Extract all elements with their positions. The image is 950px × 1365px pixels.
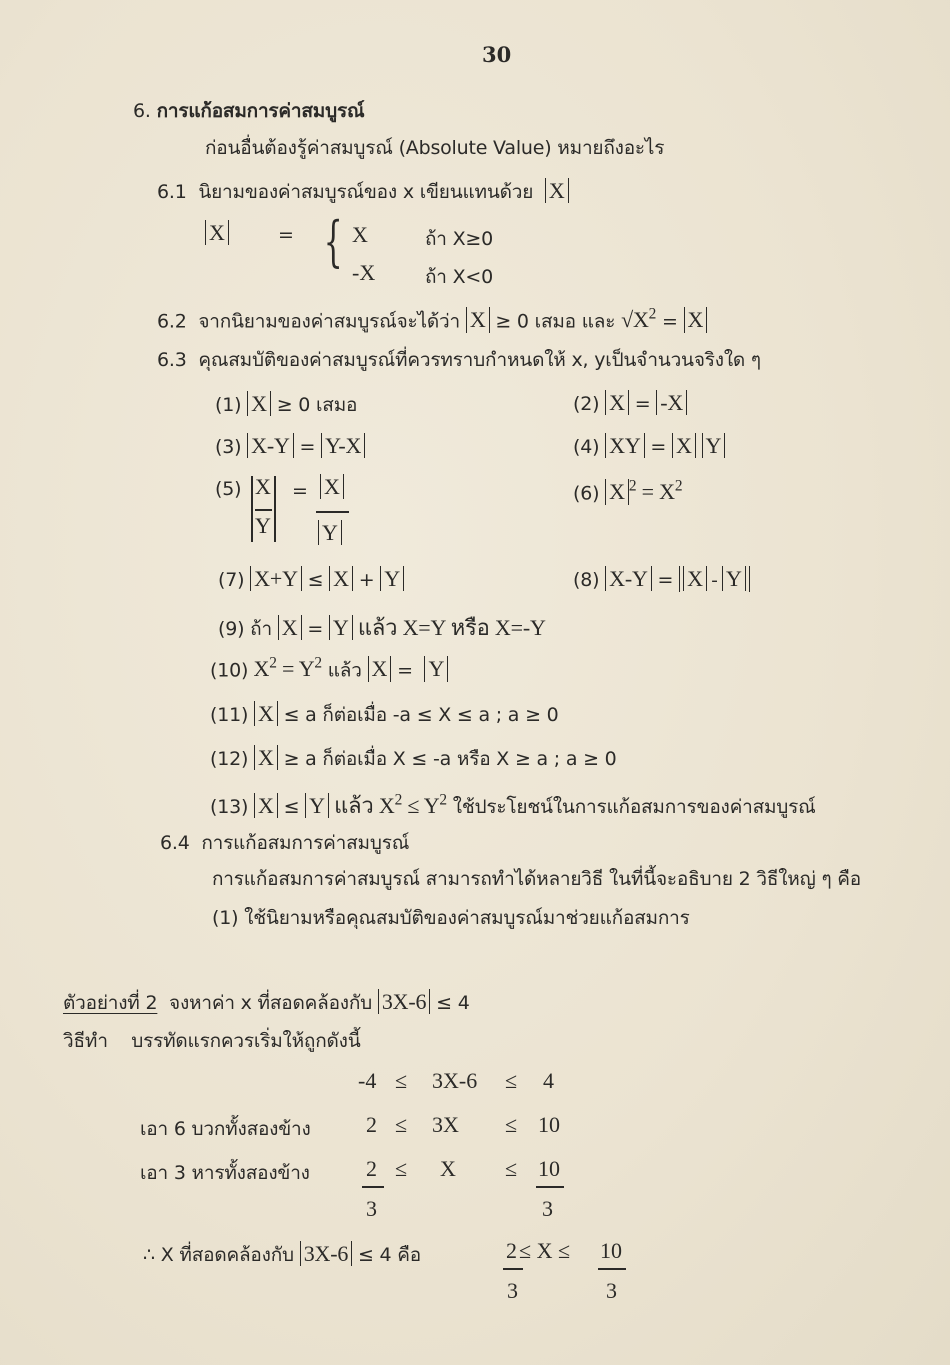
step-op2: ≤ (505, 1112, 518, 1137)
fraction-bar (362, 1186, 384, 1188)
property-label: (11) (210, 704, 249, 726)
abs-expression: Y (329, 615, 353, 640)
equals: = (292, 480, 308, 502)
subsection-6-1 (157, 177, 569, 207)
property-label: (8) (573, 569, 600, 591)
subsection-text: จากนิยามของค่าสมบูรณ์จะได้ว่า (198, 310, 460, 333)
example-label: ตัวอย่างที่ 2 (63, 992, 158, 1014)
conclusion: ∴ X ที่สอดคล้องกับ 3X-6 ≤ 4 คือ (143, 1241, 421, 1266)
section-number: 6. (133, 100, 151, 122)
sqrt-expression: $√X^2$ (621, 306, 657, 333)
property-label: (13) (210, 796, 249, 818)
abs-expression: X (254, 793, 278, 818)
abs-expression: X (247, 391, 271, 416)
section-heading (133, 96, 364, 126)
fraction-numerator: 10 (538, 1156, 560, 1181)
property-5-label: (5) (215, 478, 242, 500)
fraction-bar (503, 1268, 523, 1270)
fraction-denominator: 3 (366, 1196, 377, 1221)
abs-expression: X (254, 701, 278, 726)
property-label: (6) (573, 482, 600, 505)
subsection-text: ≥ 0 เสมอ และ (495, 310, 616, 333)
subsection-number: 6.2 (157, 310, 187, 333)
step-right: 10 (538, 1112, 560, 1137)
step-description: เอา 6 บวกทั้งสองข้าง (140, 1118, 311, 1140)
abs-expression: XY (605, 433, 644, 458)
property-6: (6) X $^2 = X^2$ (573, 478, 683, 505)
method-1: (1) ใช้นิยามหรือคุณสมบัติของค่าสมบูรณ์มาช่วยแก้อสมการ (212, 907, 690, 929)
property-11: (11) X ≤ a ก็ต่อเมื่อ -a ≤ X ≤ a ; a ≥ 0 (210, 701, 559, 726)
subsection-6-4-text: การแก้อสมการค่าสมบูรณ์ สามารถทำได้หลายวิธี ในที่นี้จะอธิบาย 2 วิธีใหญ่ ๆ คือ (212, 868, 862, 890)
abs-expression: X (605, 479, 629, 504)
nested-abs-expression: X - Y (679, 566, 750, 592)
abs-expression: Y (305, 793, 329, 818)
equals: = (644, 436, 672, 458)
property-7: (7) X+Y ≤ X + Y (218, 566, 404, 591)
abs-expression: Y (318, 520, 342, 545)
abs-expression: -X (656, 390, 687, 415)
fraction-bar (255, 509, 272, 511)
abs-expression: 3X-6 (300, 1241, 352, 1266)
property-9: (9) ถ้า X = Y แล้ว X=Y หรือ X=-Y (218, 615, 546, 640)
abs-bar-right (274, 476, 276, 542)
property-label: (3) (215, 436, 242, 458)
fraction-numerator: 10 (600, 1238, 622, 1263)
abs-expression: X (205, 220, 229, 245)
abs-expression: X (320, 474, 344, 499)
subsection-6-2 (157, 306, 707, 336)
property-3 (215, 433, 365, 458)
fraction-denominator: 3 (542, 1196, 553, 1221)
fraction-numerator (320, 474, 344, 500)
property-1 (215, 390, 357, 420)
step-op1: ≤ (395, 1156, 408, 1181)
step-right: 4 (543, 1068, 554, 1093)
subsection-title: การแก้อสมการค่าสมบูรณ์ (201, 832, 410, 854)
property-label: (7) (218, 569, 245, 591)
step-op2: ≤ (505, 1156, 518, 1181)
page-number: 30 (482, 42, 512, 67)
abs-expression: X (672, 433, 696, 458)
equals: = (656, 310, 684, 333)
step-mid: 3X (432, 1112, 459, 1137)
definition-lhs (205, 220, 229, 246)
abs-expression: X (368, 656, 392, 681)
step-mid: X (440, 1156, 456, 1181)
property-label: (2) (573, 393, 600, 415)
fraction-denominator (318, 520, 342, 546)
fraction-bar (316, 511, 349, 513)
definition-equals: = (278, 224, 294, 246)
subsection-6-3 (157, 345, 761, 375)
step-op1: ≤ (395, 1112, 408, 1137)
solution-label: วิธีทำ (63, 1030, 108, 1052)
curly-brace: { (323, 210, 343, 273)
property-label: (10) (210, 659, 249, 682)
subsection-text: นิยามของค่าสมบูรณ์ของ x เขียนแทนด้วย (198, 181, 534, 203)
abs-expression: Y (424, 656, 448, 681)
fraction-numerator: 2 (506, 1238, 517, 1263)
fraction-denominator: 3 (507, 1278, 518, 1303)
fraction-numerator: X (255, 474, 271, 499)
subsection-number: 6.1 (157, 181, 187, 203)
abs-expression: 3X-6 (378, 989, 430, 1014)
fraction-denominator: Y (255, 513, 271, 538)
fraction-bar (536, 1186, 564, 1188)
step-op2: ≤ (505, 1068, 518, 1093)
step-left: 2 (366, 1112, 377, 1137)
case1-condition: ถ้า X≥0 (425, 228, 494, 250)
example-question: ตัวอย่างที่ 2 จงหาค่า x ที่สอดคล้องกับ 3X-6 ≤ 4 (63, 989, 470, 1014)
property-label: (9) (218, 618, 245, 640)
step-left: -4 (358, 1068, 377, 1093)
abs-expression: Y (702, 433, 726, 458)
abs-expression: X (329, 566, 353, 591)
abs-expression: X-Y (605, 566, 652, 591)
step-op1: ≤ (395, 1068, 408, 1093)
case1-value: X (352, 222, 368, 247)
property-4 (573, 433, 725, 458)
property-13: (13) X ≤ Y แล้ว $X^2 \le Y^2$ ใช้ประโยชน์ในการแก้อสมการของค่าสมบูรณ์ (210, 791, 816, 818)
abs-expression: X-Y (247, 433, 294, 458)
abs-expression: X (278, 615, 302, 640)
case2-condition: ถ้า X<0 (425, 266, 494, 288)
property-8: (8) X-Y = X - Y (573, 566, 750, 592)
property-label: (12) (210, 748, 249, 770)
abs-expression: X+Y (250, 566, 302, 591)
fraction-denominator: 3 (606, 1278, 617, 1303)
abs-expression: X (545, 178, 569, 203)
therefore-symbol: ∴ (143, 1244, 155, 1266)
step-description: เอา 3 หารทั้งสองข้าง (140, 1162, 310, 1184)
subsection-text: คุณสมบัติของค่าสมบูรณ์ที่ควรทราบกำหนดให้ x, yเป็นจำนวนจริงใด ๆ (198, 349, 761, 371)
section-title: การแก้อสมการค่าสมบูรณ์ (156, 100, 365, 122)
solution-intro: วิธีทำ บรรทัดแรกควรเริ่มให้ถูกดังนี้ (63, 1030, 361, 1052)
conclusion-middle: ≤ X ≤ (519, 1238, 571, 1263)
case2-value: -X (352, 260, 376, 285)
equals: = (293, 436, 322, 458)
step-mid: 3X-6 (432, 1068, 478, 1093)
property-label: (4) (573, 436, 600, 458)
abs-expression: X (605, 390, 629, 415)
subsection-number: 6.3 (157, 349, 187, 371)
property-12: (12) X ≥ a ก็ต่อเมื่อ X ≤ -a หรือ X ≥ a ; a ≥ 0 (210, 745, 617, 770)
property-2 (573, 390, 687, 415)
abs-expression: X (684, 307, 708, 332)
equals: = (628, 393, 657, 415)
property-label: (1) (215, 394, 242, 416)
subsection-6-4 (160, 828, 409, 858)
abs-expression: X (466, 307, 490, 332)
fraction-bar (598, 1268, 626, 1270)
abs-bar-left (251, 476, 253, 542)
abs-expression: X (254, 745, 278, 770)
fraction-numerator: 2 (366, 1156, 377, 1181)
abs-expression: Y (380, 566, 404, 591)
property-text: ≥ 0 เสมอ (270, 394, 358, 416)
subsection-number: 6.4 (160, 832, 190, 854)
abs-expression: Y-X (321, 433, 365, 458)
property-10: (10) $X^2 = Y^2$ แล้ว X = Y (210, 655, 448, 685)
section-intro: ก่อนอื่นต้องรู้ค่าสมบูรณ์ (Absolute Value) หมายถึงอะไร (205, 137, 665, 159)
